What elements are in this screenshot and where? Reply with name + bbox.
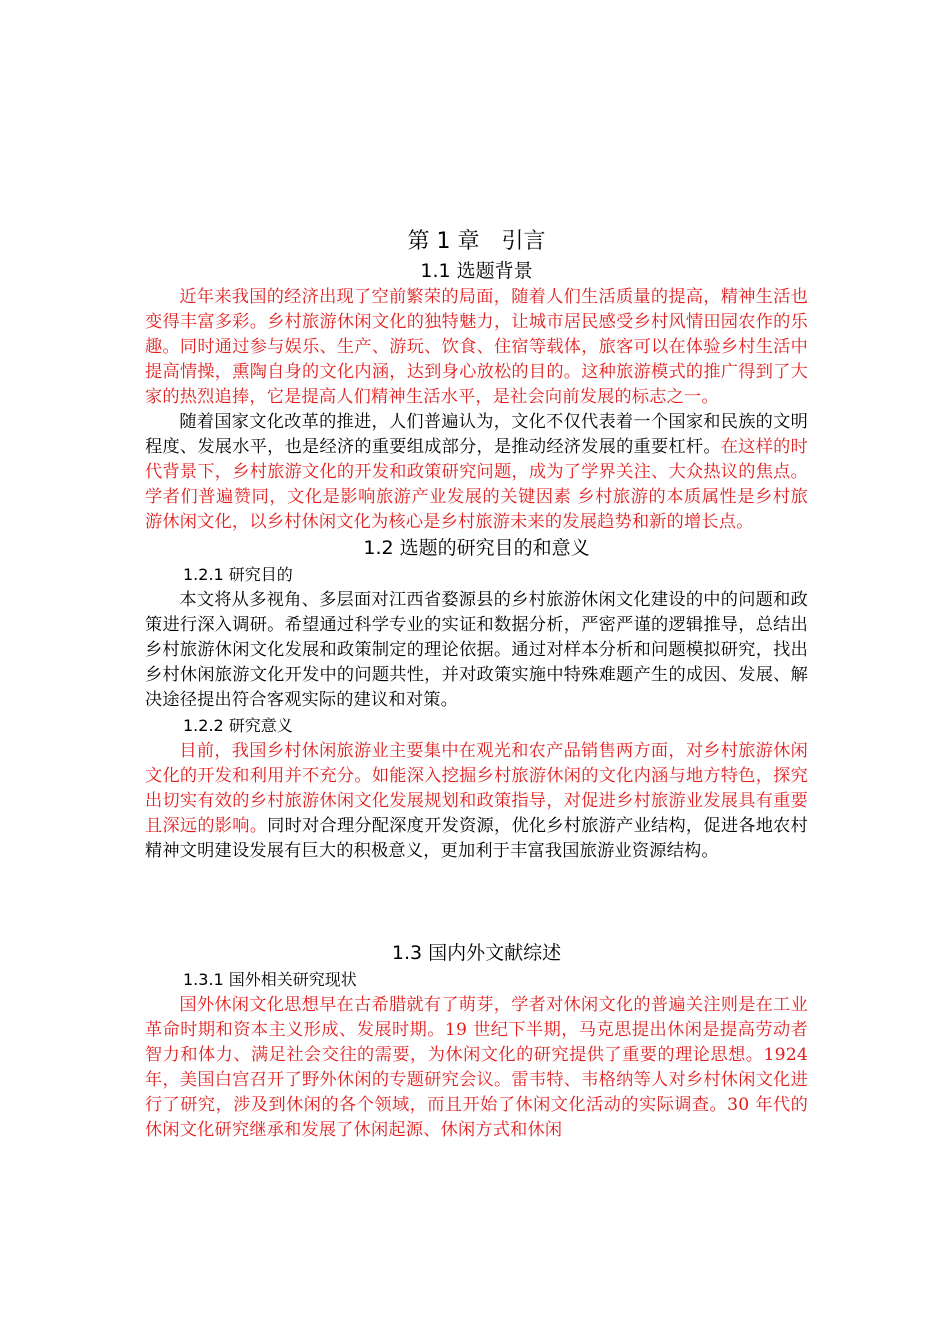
section-1-3-1-title: 1.3.1 国外相关研究现状 — [183, 970, 357, 989]
blank-gap — [145, 864, 808, 940]
section-1-2-1-title: 1.2.1 研究目的 — [183, 565, 293, 584]
section-1-1-paragraph-1 — [145, 285, 808, 410]
section-1-2-2-title: 1.2.2 研究意义 — [183, 716, 293, 735]
black-text: 本文将从多视角、多层面对江西省婺源县的乡村旅游休闲文化建设的中的问题和政策进行深入调研。希望通过科学专业的实证和数据分析，严密严谨的逻辑推导，总结出乡村旅游休闲文化发展和政策制定的理论依据。通过对样本分析和问题模拟研究，找出乡村休闲旅游文化开发中的问题共性，并对政策实施中特殊难题产生的成因、发展、解决途径提出符合客观实际的建议和对策。 — [145, 590, 808, 710]
section-1-2-title: 1.2 选题的研究目的和意义 — [363, 537, 590, 559]
chapter-name: 引言 — [501, 229, 546, 254]
section-1-2-2-paragraph — [145, 739, 808, 864]
section-1-1-paragraph-2 — [145, 410, 808, 535]
black-text: 同时对合理分配深度开发资源，优化乡村旅游产业结构，促进各地农村精神文明建设发展有巨大的积极意义，更加利于丰富我国旅游业资源结构。 — [145, 816, 809, 861]
red-text: 目前，我国乡村休闲旅游业主要集中在观光和农产品销售两方面，对乡村旅游休闲文化的开发和利用并不充分。如能深入挖掘乡村旅游休闲的文化内涵与地方特色，探究出切实有效的乡村旅游休闲文化发展规划和政策指导，对促进乡村旅游业发展具有重要且深远的影响。 — [145, 741, 808, 836]
section-1-3-title: 1.3 国内外文献综述 — [391, 942, 562, 964]
red-text: 在这样的时代背景下，乡村旅游文化的开发和政策研究问题，成为了学界关注、大众热议的焦点。学者们普遍赞同，文化是影响旅游产业发展的关键因素 乡村旅游的本质属性是乡村旅游休闲文化，以乡村休闲文化为核心是乡村旅游未来的发展趋势和新的增长点。 — [145, 437, 808, 532]
black-text: 随着国家文化改革的推进，人们普遍认为，文化不仅代表着一个国家和民族的文明程度、发展水平，也是经济的重要组成部分，是推动经济发展的重要杠杆。 — [145, 412, 808, 457]
chapter-title — [145, 226, 808, 258]
document-body — [145, 226, 808, 1143]
chapter-number: 第 1 章 — [407, 229, 480, 254]
red-text: 近年来我国的经济出现了空前繁荣的局面，随着人们生活质量的提高，精神生活也变得丰富多彩。乡村旅游休闲文化的独特魅力，让城市居民感受乡村风情田园农作的乐趣。同时通过参与娱乐、生产、游玩、饮食、住宿等载体，旅客可以在体验乡村生活中提高情操，熏陶自身的文化内涵，达到身心放松的目的。这种旅游模式的推广得到了大家的热烈追捧，它是提高人们精神生活水平，是社会向前发展的标志之一。 — [145, 287, 808, 407]
section-1-3-1-paragraph — [145, 993, 808, 1143]
red-text: 国外休闲文化思想早在古希腊就有了萌芽，学者对休闲文化的普遍关注则是在工业革命时期和资本主义形成、发展时期。19 世纪下半期，马克思提出休闲是提高劳动者智力和体力、满足社会交往的需要，为休闲文化的研究提供了重要的理论思想。1924 年，美国白宫召开了野外休闲的专题研究会议。雷韦特、韦格纳等人对乡村休闲文化进行了研究，涉及到休闲的各个领域，而且开始了休闲文化活动的实际调查。30 年代的休闲文化研究继承和发展了休闲起源、休闲方式和休闲 — [145, 995, 808, 1140]
section-1-2-1-paragraph — [145, 588, 808, 713]
section-1-1-title: 1.1 选题背景 — [420, 260, 533, 282]
